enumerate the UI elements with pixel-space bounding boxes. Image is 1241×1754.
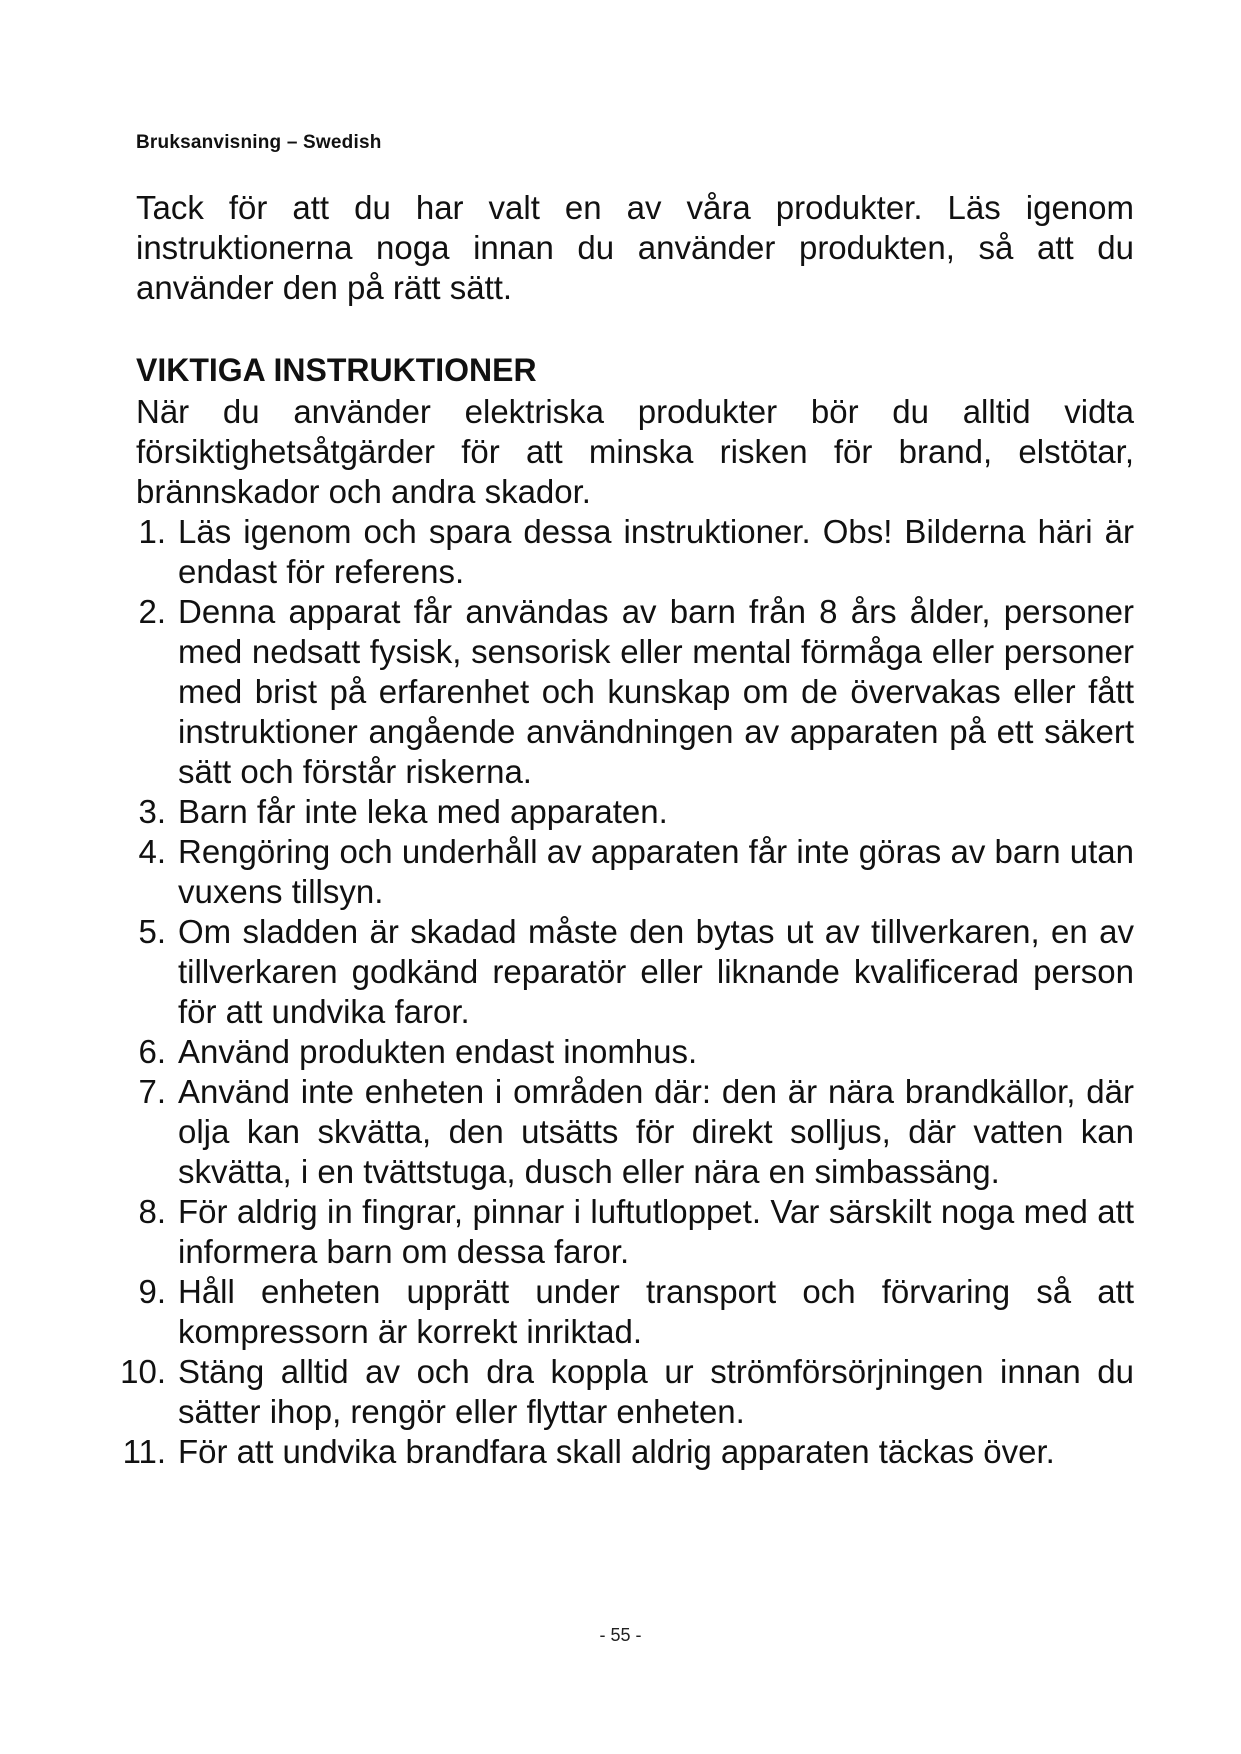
list-item <box>108 832 1134 912</box>
list-item-text: För aldrig in fingrar, pinnar i luftutloppet. Var särskilt noga med att informera barn om dessa faror. <box>178 1193 1134 1270</box>
list-item-text: Stäng alltid av och dra koppla ur strömförsörjningen innan du sätter ihop, rengör eller flyttar enheten. <box>178 1353 1134 1430</box>
list-item-number: 7. <box>138 1073 166 1110</box>
list-item-number: 8. <box>138 1193 166 1230</box>
list-item-text: Rengöring och underhåll av apparaten får inte göras av barn utan vuxens tillsyn. <box>178 833 1134 910</box>
page-number: - 55 - <box>599 1625 642 1645</box>
list-item-number: 11. <box>122 1433 166 1470</box>
instructions-list <box>108 512 1134 1472</box>
list-item <box>108 912 1134 1032</box>
list-item-text: Läs igenom och spara dessa instruktioner. Obs! Bilderna häri är endast för referens. <box>178 513 1134 590</box>
list-item-number: 1. <box>138 513 166 550</box>
list-item-text: Denna apparat får användas av barn från 8 års ålder, personer med nedsatt fysisk, sensorisk eller mental förmåga eller personer med brist på erfarenhet och kunskap om de övervakas eller fått instruktioner angående användningen av apparaten på ett säkert sätt och förstår riskerna. <box>178 593 1134 790</box>
list-item <box>108 1432 1134 1472</box>
list-item-number: 2. <box>138 593 166 630</box>
list-item-number: 5. <box>138 913 166 950</box>
list-item-text: Om sladden är skadad måste den bytas ut av tillverkaren, en av tillverkaren godkänd reparatör eller liknande kvalificerad person för att undvika faror. <box>178 913 1134 1030</box>
list-item-text: Använd inte enheten i områden där: den är nära brandkällor, där olja kan skvätta, den utsätts för direkt solljus, där vatten kan skvätta, i en tvättstuga, dusch eller nära en simbassäng. <box>178 1073 1134 1190</box>
list-item <box>108 512 1134 592</box>
section-paragraph: När du använder elektriska produkter bör du alltid vidta försiktighetsåtgärder för att minska risken för brand, elstötar, brännskador och andra skador. <box>136 393 1134 510</box>
list-item-number: 3. <box>138 793 166 830</box>
list-item-text: För att undvika brandfara skall aldrig apparaten täckas över. <box>178 1433 1055 1470</box>
list-item-text: Barn får inte leka med apparaten. <box>178 793 668 830</box>
list-item-number: 6. <box>138 1033 166 1070</box>
list-item <box>108 1032 1134 1072</box>
list-item <box>108 792 1134 832</box>
list-item-text: Håll enheten upprätt under transport och förvaring så att kompressorn är korrekt inriktad. <box>178 1273 1134 1350</box>
list-item-text: Använd produkten endast inomhus. <box>178 1033 698 1070</box>
list-item-number: 9. <box>138 1273 166 1310</box>
list-item-number: 10. <box>120 1353 166 1390</box>
section-heading: VIKTIGA INSTRUKTIONER <box>136 352 537 388</box>
list-item <box>108 592 1134 792</box>
list-item <box>108 1272 1134 1352</box>
list-item <box>108 1072 1134 1192</box>
list-item-number: 4. <box>138 833 166 870</box>
list-item <box>108 1352 1134 1432</box>
intro-paragraph: Tack för att du har valt en av våra produkter. Läs igenom instruktionerna noga innan du använder produkten, så att du använder den på rätt sätt. <box>136 189 1134 306</box>
document-header-label: Bruksanvisning – Swedish <box>136 132 382 153</box>
list-item <box>108 1192 1134 1272</box>
